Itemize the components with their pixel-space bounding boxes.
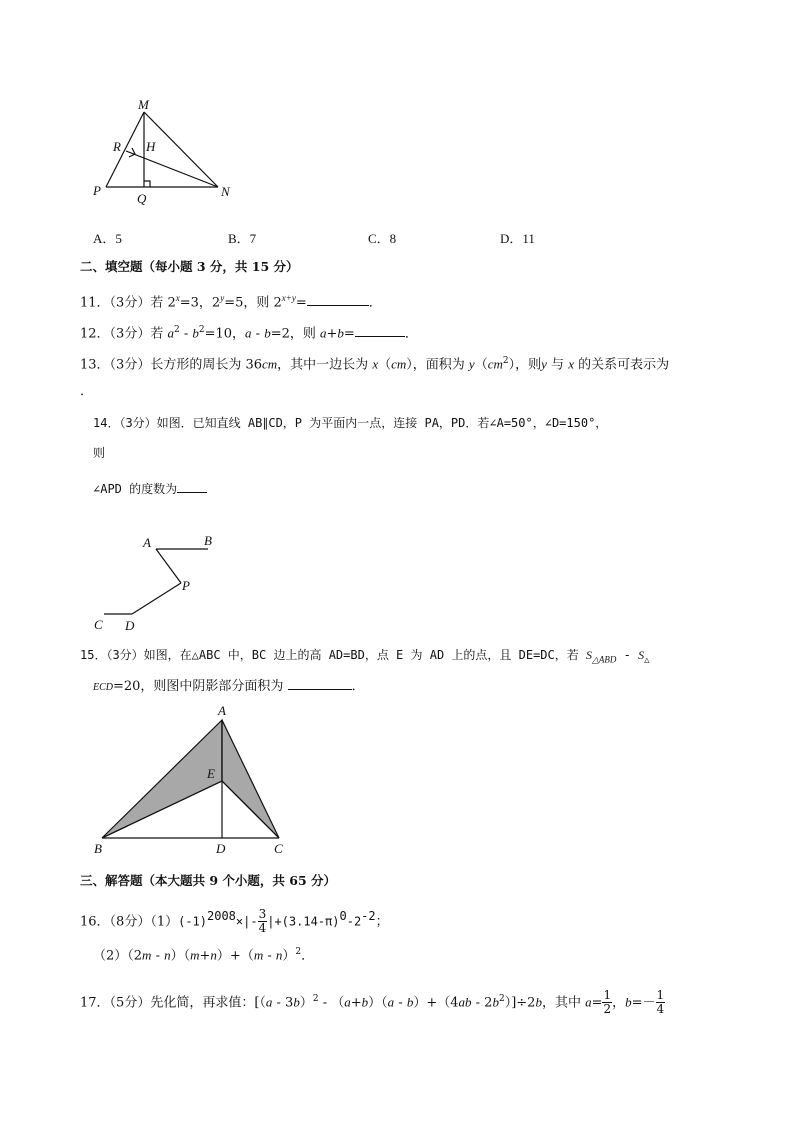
q15-minus: - (616, 648, 639, 662)
q15-s1: S (585, 648, 592, 662)
altitude-nr (126, 151, 218, 187)
label-A: A (218, 703, 226, 718)
segment-pd (132, 583, 181, 614)
q11-text: （3分）若 (109, 295, 168, 311)
q17-op-7: ）+（4 (413, 995, 459, 1011)
label-R: R (113, 139, 121, 154)
q17-var-ab: ab (458, 994, 472, 1010)
q17-var-a2: a (344, 994, 351, 1010)
segment-ap (156, 549, 181, 583)
q16-exp-2008: 2008 (207, 909, 236, 923)
q16-end-2: ． (301, 948, 315, 964)
q16-part2-text: （2）（2 (93, 948, 143, 964)
q12-text: （3分）若 (109, 326, 168, 342)
right-angle-q (144, 181, 150, 187)
q17-eq-1: = (591, 995, 603, 1011)
q16-op-3: + (199, 948, 211, 964)
question-12 (80, 321, 418, 343)
fraction-three-quarters (258, 908, 268, 935)
q11-eq-3: = (295, 295, 307, 311)
q17-op-8: - 2 (471, 995, 493, 1011)
q17-var-a4: a (585, 994, 592, 1010)
q17-op-5: ）（ (368, 995, 388, 1011)
q12-exp-2: 2 (198, 325, 205, 335)
label-N: N (221, 184, 230, 199)
q11-exp-x: x (175, 293, 180, 303)
q13-text-2: ，其中一边长为 (277, 357, 373, 373)
q12-minus: - (179, 326, 193, 342)
q13-paren-1: （ (378, 357, 392, 373)
q11-exp-xy: x+y (281, 293, 296, 303)
q16-var-m2: m (190, 947, 200, 963)
question-15-line-2 (93, 677, 365, 697)
q12-exp-1: 2 (173, 325, 180, 335)
q12-var-b2: b (264, 325, 271, 341)
q12-var-b: b (192, 325, 199, 341)
q16-var-n3: n (275, 947, 283, 963)
q16-op-5: - (263, 948, 276, 964)
q15-end: ． (351, 679, 365, 694)
figure-triangle-mpn (88, 96, 248, 208)
q16-var-m: m (142, 947, 152, 963)
q13-text: （3分）长方形的周长为 36 (109, 357, 262, 373)
q17-var-a: a (265, 994, 273, 1010)
label-B: B (94, 841, 102, 856)
q17-op-1: - 3 (272, 995, 294, 1011)
q17-var-b2: b (361, 994, 369, 1010)
shaded-triangle-abe (102, 720, 222, 838)
q16-times: ×|- (235, 914, 258, 929)
q15-text-2: =20，则图中阴影部分面积为 (113, 679, 288, 694)
q12-number: 12． (80, 326, 110, 342)
question-11 (80, 289, 382, 312)
answer-blank-15[interactable] (288, 677, 352, 690)
q17-comma: ， (612, 995, 626, 1011)
choice-b: B．7 (228, 231, 257, 246)
question-14-line-2: 则 (93, 446, 106, 460)
label-C: C (274, 841, 283, 856)
choice-a: A．5 (93, 231, 122, 246)
q13-text-4: ），则 (508, 357, 542, 373)
answer-blank-11[interactable] (307, 293, 369, 306)
label-P: P (182, 578, 190, 593)
q13-text-5: 与 (546, 357, 569, 373)
q12-eq-2: =2，则 (270, 326, 320, 342)
q13-var-y2: y (541, 356, 547, 372)
q12-minus-2: - (251, 326, 265, 342)
q17-exp-2: 2 (498, 994, 505, 1004)
label-D: D (216, 841, 226, 856)
q17-frac2-den: 4 (656, 1002, 665, 1017)
q12-eq-1: =10， (204, 326, 246, 342)
q12-var-a2: a (245, 325, 252, 341)
figure-triangle-abc (86, 700, 306, 865)
q17-var-b3: b (406, 994, 414, 1010)
q11-number: 11． (80, 295, 110, 311)
label-B: B (204, 533, 212, 548)
label-D: D (125, 618, 135, 633)
segment-mp (106, 112, 144, 187)
q15-sub1: △ABD (591, 654, 617, 665)
q15-s2: S (638, 648, 645, 662)
q16-exp-neg2: -2 (361, 909, 376, 923)
q15-sub2b: ECD (93, 682, 113, 693)
q17-text: 17．（5分）先化简，再求值：[（ (80, 995, 266, 1011)
q15-sub2a: △ (644, 655, 650, 666)
q16-term-3: -2 (346, 914, 362, 929)
q16-exp-0: 0 (339, 909, 347, 923)
q11-eq-1: =3， (179, 295, 212, 311)
question-16-part-1 (80, 903, 389, 936)
q12-var-a3: a (320, 325, 327, 341)
q16-exp-sq: 2 (295, 947, 302, 957)
question-13 (80, 352, 669, 374)
q16-var-n2: n (210, 947, 217, 963)
answer-blank-14[interactable] (177, 480, 207, 493)
q12-end: ． (404, 326, 418, 342)
q16-number: 16．（8分）（1） (80, 914, 179, 930)
question-15-line-1 (80, 646, 650, 669)
q16-frac-num: 3 (258, 907, 267, 922)
q17-op-3: - （ (318, 995, 345, 1011)
q11-end: ． (368, 295, 382, 311)
label-C: C (94, 617, 103, 632)
q17-op-9: ）]÷2 (504, 995, 536, 1011)
q17-op-2: ） (299, 995, 313, 1011)
q13-text-3: ），面积为 (406, 357, 469, 373)
answer-blank-12[interactable] (355, 324, 405, 337)
q13-number: 13． (80, 357, 110, 373)
q17-var-b6: b (625, 994, 632, 1010)
q13-end: ． (80, 384, 94, 399)
figure-parallel-lines (88, 528, 228, 638)
q17-var-b: b (293, 994, 300, 1010)
label-M: M (138, 97, 149, 112)
q16-term-2: |+(3.14-π) (267, 914, 340, 929)
question-17 (80, 984, 665, 1017)
q17-frac2-num: 1 (656, 988, 665, 1003)
label-P: P (93, 183, 101, 198)
fraction-one-half (602, 989, 612, 1016)
q12-var-b3: b (337, 325, 344, 341)
q11-base-2: 2 (211, 295, 221, 311)
q13-var-x: x (372, 356, 379, 372)
label-A: A (143, 535, 151, 550)
choice-d: D．11 (500, 231, 535, 246)
q16-var-m3: m (253, 947, 264, 963)
q11-eq-2: =5，则 (224, 295, 274, 311)
q16-frac-den: 4 (258, 921, 267, 936)
q16-op-6: ） (282, 948, 296, 964)
question-16-part-2 (93, 943, 314, 965)
q11-base-3: 2 (273, 295, 282, 311)
q16-op-1: - (151, 948, 165, 964)
q14-text: ∠APD 的度数为 (93, 482, 178, 496)
q15-text: 15．（3分）如图，在△ABC 中，BC 边上的高 AD=BD，点 E 为 AD 上的点，且 DE=DC，若 (80, 648, 586, 662)
q17-frac1-den: 2 (603, 1002, 612, 1017)
q16-end: ； (375, 914, 389, 930)
q13-unit-cm2: cm (391, 356, 407, 372)
q16-op-4: ）+（ (216, 948, 254, 964)
q17-op-10: ，其中 (541, 995, 586, 1011)
label-H: H (146, 139, 156, 154)
q16-var-n: n (164, 947, 171, 963)
q13-var-y: y (468, 356, 475, 372)
label-E: E (207, 766, 215, 781)
q17-op-4: + (350, 995, 362, 1011)
question-14-line-3 (93, 480, 207, 498)
q12-plus: + (326, 326, 338, 342)
section-2-title: 二、填空题（每小题 3 分，共 15 分） (80, 259, 299, 274)
q12-var-a: a (167, 325, 174, 341)
q13-paren-2: （ (474, 357, 488, 373)
q13-unit-cm3: cm (487, 356, 503, 372)
q11-base-1: 2 (167, 295, 176, 311)
shaded-triangle-ace (222, 720, 279, 838)
label-Q: Q (137, 191, 147, 206)
question-14-line-1: 14．（3分）如图．已知直线 AB∥CD，P 为平面内一点，连接 PA，PD．若∠A=50°，∠D=150°， (93, 416, 608, 430)
q17-exp-1: 2 (312, 994, 319, 1004)
fraction-one-quarter (656, 989, 666, 1016)
q16-op-2: ）（ (170, 948, 191, 964)
section-3-title: 三、解答题（本大题共 9 个小题，共 65 分） (80, 873, 337, 888)
choice-c: C．8 (368, 231, 397, 246)
q13-unit-cm: cm (262, 356, 278, 372)
q17-frac1-num: 1 (603, 988, 612, 1003)
q13-exp-2: 2 (502, 356, 509, 366)
q12-eq-3: = (343, 326, 355, 342)
q13-var-x2: x (568, 356, 574, 372)
q17-var-b5: b (535, 994, 542, 1010)
q17-eq-2: =－ (631, 995, 656, 1011)
q13-text-6: 的关系可表示为 (573, 357, 670, 373)
q16-term-1: (-1) (178, 914, 207, 929)
q17-op-6: - (394, 995, 407, 1011)
q17-var-b4: b (492, 994, 499, 1010)
q17-var-a3: a (387, 994, 395, 1010)
q11-exp-y: y (220, 293, 225, 303)
